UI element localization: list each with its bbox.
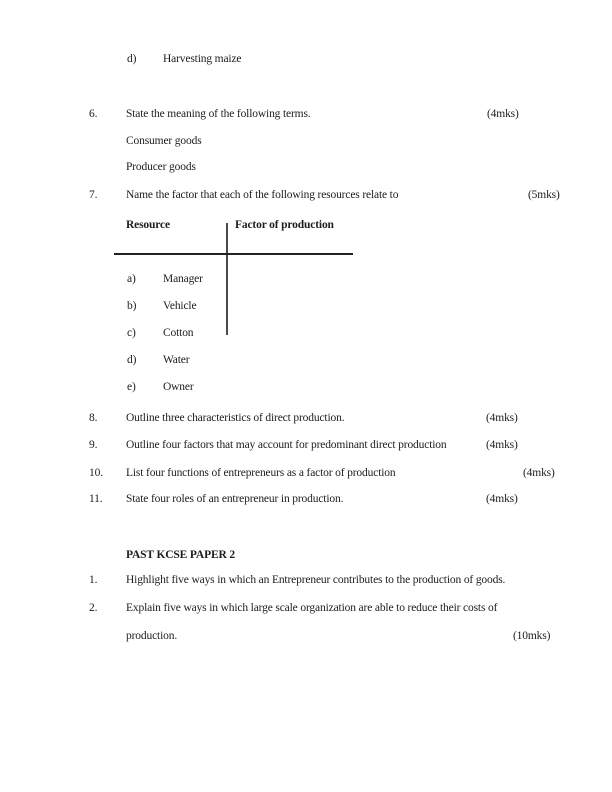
question-text: State four roles of an entrepreneur in production.	[126, 493, 344, 505]
table-header-row	[0, 219, 612, 235]
question-6-sub2	[0, 161, 612, 177]
paper2-question-2-continued	[0, 630, 612, 646]
marks-label: (4mks)	[487, 108, 519, 120]
paper2-question-1	[0, 574, 612, 590]
question-text: Explain five ways in which large scale organization are able to reduce their costs of	[126, 602, 498, 614]
question-number: 6.	[89, 108, 98, 120]
question-7	[0, 189, 612, 205]
table-row	[0, 273, 612, 289]
question-text: Outline four factors that may account for predominant direct production	[126, 439, 447, 451]
item-letter: d)	[127, 53, 137, 65]
question-number: 8.	[89, 412, 98, 424]
question-text-continued: production.	[126, 630, 178, 642]
section-heading-row	[0, 549, 612, 565]
row-letter: c)	[127, 327, 136, 339]
marks-label: (4mks)	[486, 439, 518, 451]
question-9	[0, 439, 612, 455]
question-10	[0, 467, 612, 483]
question-number: 10.	[89, 467, 103, 479]
row-letter: d)	[127, 354, 137, 366]
marks-label: (10mks)	[513, 630, 551, 642]
row-text: Water	[163, 354, 190, 366]
list-item-d	[0, 53, 612, 69]
table-row	[0, 381, 612, 397]
marks-label: (5mks)	[528, 189, 560, 201]
table-row	[0, 354, 612, 370]
question-number: 1.	[89, 574, 98, 586]
question-number: 7.	[89, 189, 98, 201]
table-header-factor: Factor of production	[235, 219, 334, 231]
marks-label: (4mks)	[486, 412, 518, 424]
paper2-question-2	[0, 602, 612, 618]
row-letter: e)	[127, 381, 136, 393]
row-text: Owner	[163, 381, 194, 393]
row-text: Vehicle	[163, 300, 197, 312]
row-letter: a)	[127, 273, 136, 285]
question-number: 9.	[89, 439, 98, 451]
term-text: Producer goods	[126, 161, 196, 173]
marks-label: (4mks)	[486, 493, 518, 505]
row-letter: b)	[127, 300, 137, 312]
row-text: Manager	[163, 273, 203, 285]
question-text: Highlight five ways in which an Entrepreneur contributes to the production of goods.	[126, 574, 506, 586]
question-number: 2.	[89, 602, 98, 614]
item-text: Harvesting maize	[163, 53, 242, 65]
question-11	[0, 493, 612, 509]
question-6	[0, 108, 612, 124]
question-text: Name the factor that each of the following resources relate to	[126, 189, 399, 201]
question-text: Outline three characteristics of direct production.	[126, 412, 345, 424]
table-header-resource: Resource	[126, 219, 170, 231]
table-row	[0, 327, 612, 343]
row-text: Cotton	[163, 327, 194, 339]
table-row	[0, 300, 612, 316]
question-number: 11.	[89, 493, 103, 505]
question-6-sub1	[0, 135, 612, 151]
question-text: List four functions of entrepreneurs as a factor of production	[126, 467, 396, 479]
question-text: State the meaning of the following terms.	[126, 108, 311, 120]
term-text: Consumer goods	[126, 135, 202, 147]
table-horizontal-rule	[114, 253, 353, 255]
section-heading: PAST KCSE PAPER 2	[126, 549, 235, 561]
question-8	[0, 412, 612, 428]
marks-label: (4mks)	[523, 467, 555, 479]
